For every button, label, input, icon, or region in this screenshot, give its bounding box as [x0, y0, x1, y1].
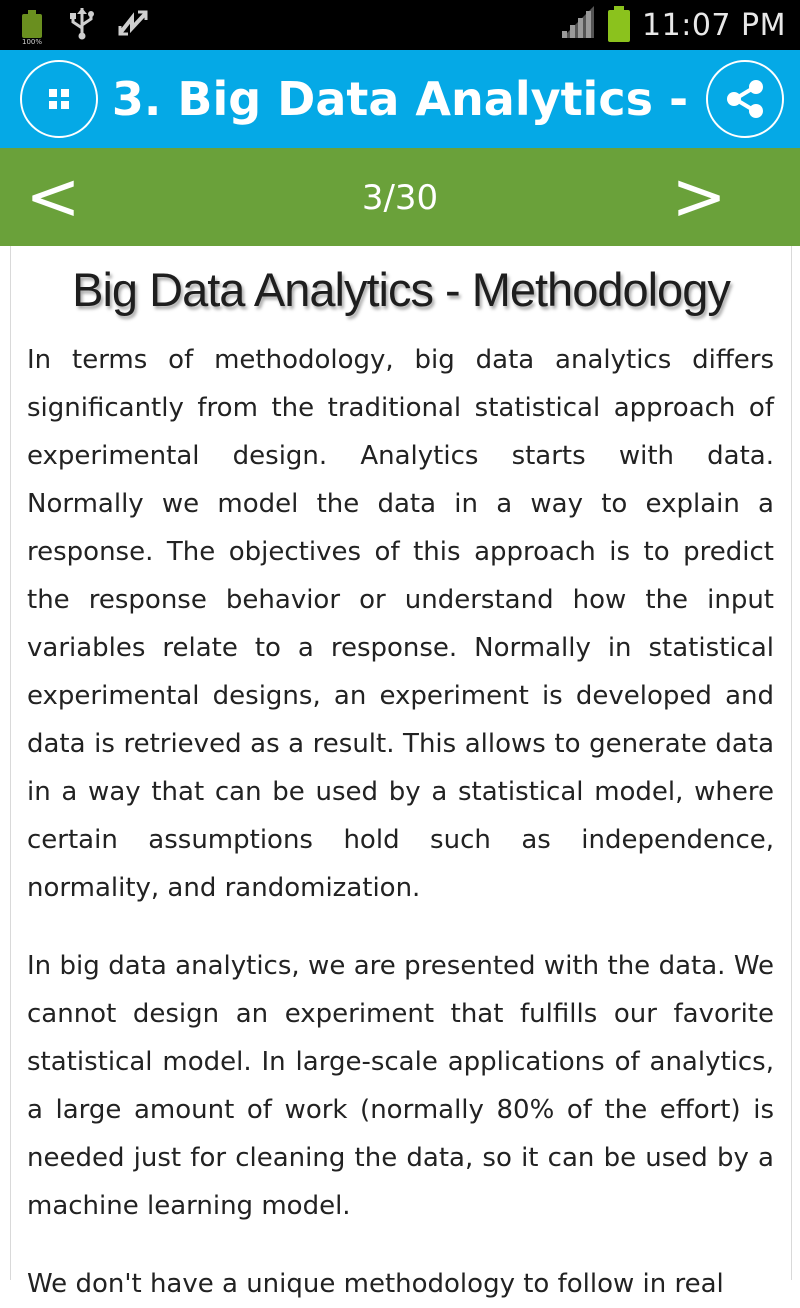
article-paragraph: In terms of methodology, big data analytics differs significantly from the traditional statistical approach of experimental design. Analytics starts with data. Normally we model the data in a way to explain a response. The objectives of this approach is to predict the response behavior or understand how the input variables relate to a response. Normally in statistical experimental designs, an experiment is developed and data is retrieved as a result. This allows to generate data in a way that can be used by a statistical model, where certain assumptions hold such as independence, normality, and randomization. [27, 345, 774, 903]
data-sync-icon [118, 6, 148, 44]
article-paragraph: We don't have a unique methodology to follow in real [27, 1269, 724, 1299]
previous-page-button[interactable]: < [25, 158, 81, 235]
article-title: Big Data Analytics - Methodology [72, 263, 730, 316]
app-header [0, 50, 800, 148]
next-page-button[interactable]: > [671, 158, 727, 235]
status-system [560, 0, 786, 50]
battery-percent-label: 100% [21, 38, 42, 46]
usb-icon [68, 6, 96, 44]
grid-menu-icon [47, 87, 71, 111]
menu-button[interactable] [20, 60, 98, 138]
battery-icon [18, 8, 46, 46]
share-button[interactable] [706, 60, 784, 138]
article-content[interactable] [10, 246, 792, 1299]
battery-full-icon [606, 6, 632, 44]
status-notifications [18, 6, 148, 44]
page-title: 3. Big Data Analytics - [111, 72, 689, 126]
page-counter: 3/30 [361, 178, 439, 218]
share-icon [723, 77, 767, 121]
article-paragraph: In big data analytics, we are presented with the data. We cannot design an experiment that fulfills our favorite statistical model. In large-scale applications of analytics, a large amount of work (normally 80% of the effort) is needed just for cleaning the data, so it can be used by a machine learning model. [27, 951, 774, 1221]
pager-bar [0, 148, 800, 246]
clock: 11:07 PM [642, 7, 786, 43]
signal-icon [560, 6, 596, 44]
status-bar [0, 0, 800, 50]
